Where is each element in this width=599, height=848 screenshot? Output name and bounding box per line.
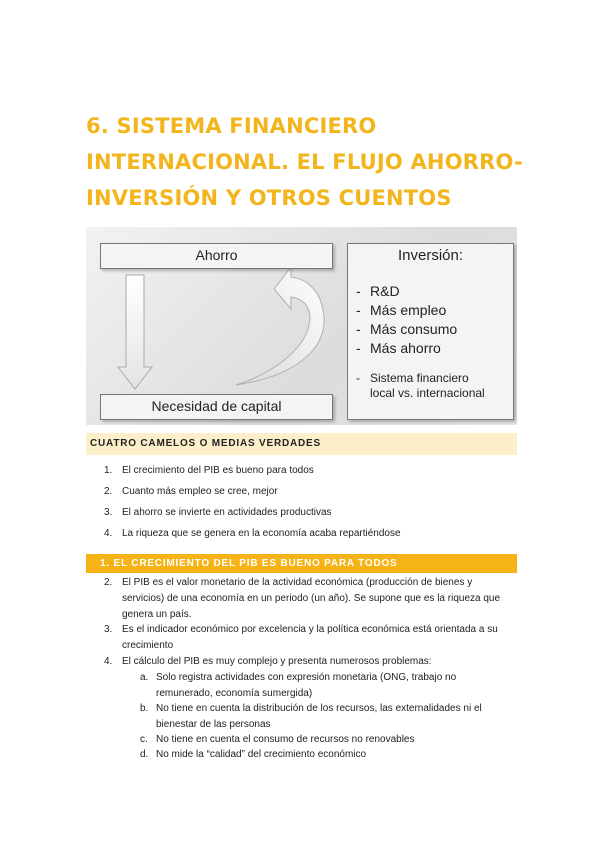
savings-box — [100, 243, 333, 269]
title-line-3: INVERSIÓN Y OTROS CUENTOS — [86, 186, 452, 210]
savings-label: Ahorro — [195, 247, 238, 263]
financial-system-note: - Sistema financiero local vs. internacional — [356, 371, 485, 400]
capital-need-label: Necesidad de capital — [151, 398, 282, 414]
title-line-1: 6. SISTEMA FINANCIERO — [86, 114, 377, 138]
investment-item: - Más empleo — [356, 302, 447, 318]
capital-need-box — [100, 394, 333, 420]
down-arrow-icon — [118, 275, 152, 389]
section-header-camelos: CUATRO CAMELOS O MEDIAS VERDADES — [86, 433, 517, 455]
investment-item: - R&D — [356, 283, 400, 299]
investment-item: - Más consumo — [356, 321, 458, 337]
list-item: 2. Cuanto más empleo se cree, mejor — [104, 486, 278, 497]
section-header-pib: 1. EL CRECIMIENTO DEL PIB ES BUENO PARA TODOS — [86, 554, 517, 573]
curved-arrow-icon — [236, 267, 324, 385]
savings-investment-diagram — [86, 227, 517, 425]
investment-title: Inversión: — [397, 247, 464, 264]
investment-list — [356, 282, 457, 358]
list-item: 4. La riqueza que se genera en la economía acaba repartiéndose — [104, 528, 401, 539]
list-item: 1. El crecimiento del PIB es bueno para todos — [104, 465, 314, 476]
page-title — [86, 108, 526, 216]
investment-item: - Más ahorro — [356, 340, 441, 356]
list-item: 3. El ahorro se invierte en actividades productivas — [104, 507, 332, 518]
investment-box — [347, 243, 514, 420]
title-line-2: INTERNACIONAL. EL FLUJO AHORRO- — [86, 150, 523, 174]
